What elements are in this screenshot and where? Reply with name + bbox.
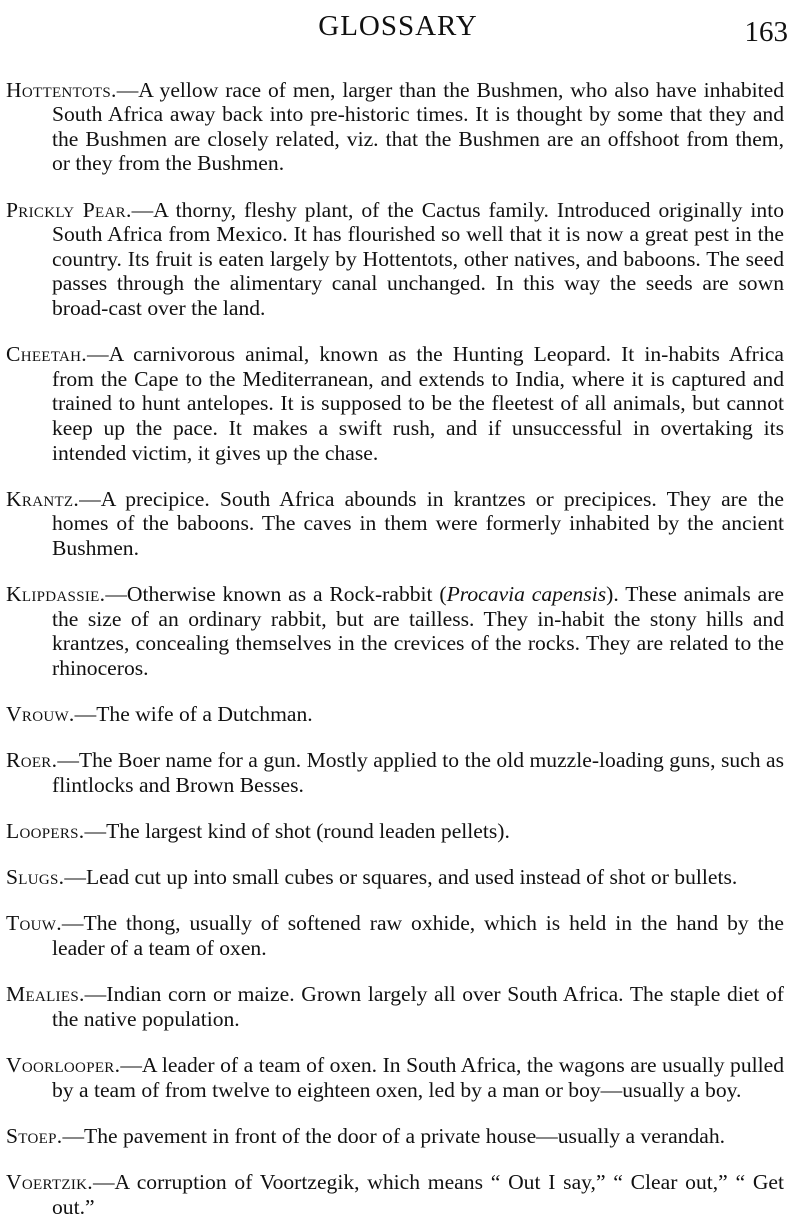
entry-term: Prickly Pear. [6, 197, 132, 222]
glossary-entry-krantz [6, 487, 784, 561]
entry-term: Stoep. [6, 1123, 63, 1148]
entry-term: Krantz. [6, 486, 80, 511]
entry-definition: —A precipice. South Africa abounds in krantzes or precipices. They are the homes of the baboons. The caves in them were formerly inhabited by the ancient Bushmen. [52, 486, 784, 560]
glossary-entry-hottentots [6, 78, 784, 176]
entry-definition: —A corruption of Voortzegik, which means “ Out I say,” “ Clear out,” “ Get out.” [52, 1169, 784, 1219]
entry-term: Voorlooper. [6, 1052, 121, 1077]
glossary-entry-mealies [6, 982, 784, 1031]
glossary-entry-voertzik [6, 1170, 784, 1219]
running-title: GLOSSARY [318, 10, 478, 42]
entry-definition: —A yellow race of men, larger than the Bushmen, who also have inhabited South Africa away back into pre-historic times. It is thought by some that they and the Bushmen are closely related, viz. that the Bushmen are an offshoot from them, or they from the Bushmen. [52, 77, 784, 176]
glossary-entry-roer [6, 748, 784, 797]
glossary-entry-prickly-pear [6, 198, 784, 321]
entry-term: Loopers. [6, 819, 85, 843]
entry-term: Mealies. [6, 982, 85, 1007]
glossary-entry-cheetah [6, 342, 784, 465]
glossary-entry-stoep [6, 1124, 784, 1149]
glossary-entries [6, 56, 784, 1224]
glossary-entry-vrouw [6, 702, 784, 727]
entry-definition: —A leader of a team of oxen. In South Africa, the wagons are usually pulled by a team of from twelve to eighteen oxen, led by a man or boy—usually a boy. [52, 1052, 784, 1102]
entry-definition-after: ). These animals are the size of an ordinary rabbit, but are tailless. They in-habit the stony hills and krantzes, concealing themselves in the crevices of the rocks. They are related to the rhinoceros. [52, 582, 784, 680]
glossary-entry-loopers [6, 819, 784, 844]
entry-term: Klipdassie. [6, 582, 106, 607]
entry-definition-before: —Otherwise known as a Rock-rabbit ( [105, 582, 447, 607]
entry-definition: —A thorny, fleshy plant, of the Cactus family. Introduced originally into South Africa from Mexico. It has flourished so well that it is now a great pest in the country. Its fruit is eaten largely by Hottentots, other natives, and baboons. The seed passes through the alimentary canal unchanged. In this way the seeds are sown broad-cast over the land. [52, 197, 784, 320]
entry-definition: —The pavement in front of the door of a private house—usually a verandah. [62, 1123, 726, 1148]
entry-term: Roer. [6, 748, 58, 773]
glossary-entry-touw [6, 911, 784, 960]
entry-definition: —The largest kind of shot (round leaden pellets). [84, 819, 510, 843]
entry-term: Hottentots. [6, 77, 117, 102]
page-header [0, 8, 796, 48]
entry-term: Cheetah. [6, 342, 87, 367]
entry-definition: —The Boer name for a gun. Mostly applied to the old muzzle-loading guns, such as flintlocks and Brown Besses. [52, 748, 784, 797]
entry-definition: —Indian corn or maize. Grown largely all over South Africa. The staple diet of the native population. [52, 982, 784, 1031]
entry-term: Voertzik. [6, 1169, 93, 1194]
page-number: 163 [744, 16, 788, 48]
entry-term: Touw. [6, 911, 62, 936]
glossary-entry-slugs [6, 865, 784, 890]
entry-term: Vrouw. [6, 702, 75, 727]
glossary-entry-voorlooper [6, 1053, 784, 1102]
glossary-entry-klipdassie [6, 582, 784, 680]
entry-definition: —The wife of a Dutchman. [74, 702, 313, 727]
entry-definition: —A carnivorous animal, known as the Hunting Leopard. It in-habits Africa from the Cape to the Mediterranean, and extends to India, where it is captured and trained to hunt antelopes. It is supposed to be the fleetest of all animals, but cannot keep up the pace. It makes a swift rush, and if unsuccessful in overtaking its intended victim, it gives up the chase. [52, 342, 784, 465]
entry-definition: —The thong, usually of softened raw oxhide, which is held in the hand by the leader of a team of oxen. [52, 911, 784, 960]
entry-latin-name: Procavia capensis [446, 582, 607, 607]
entry-definition: —Lead cut up into small cubes or squares, and used instead of shot or bullets. [64, 865, 738, 890]
entry-term: Slugs. [6, 865, 65, 890]
